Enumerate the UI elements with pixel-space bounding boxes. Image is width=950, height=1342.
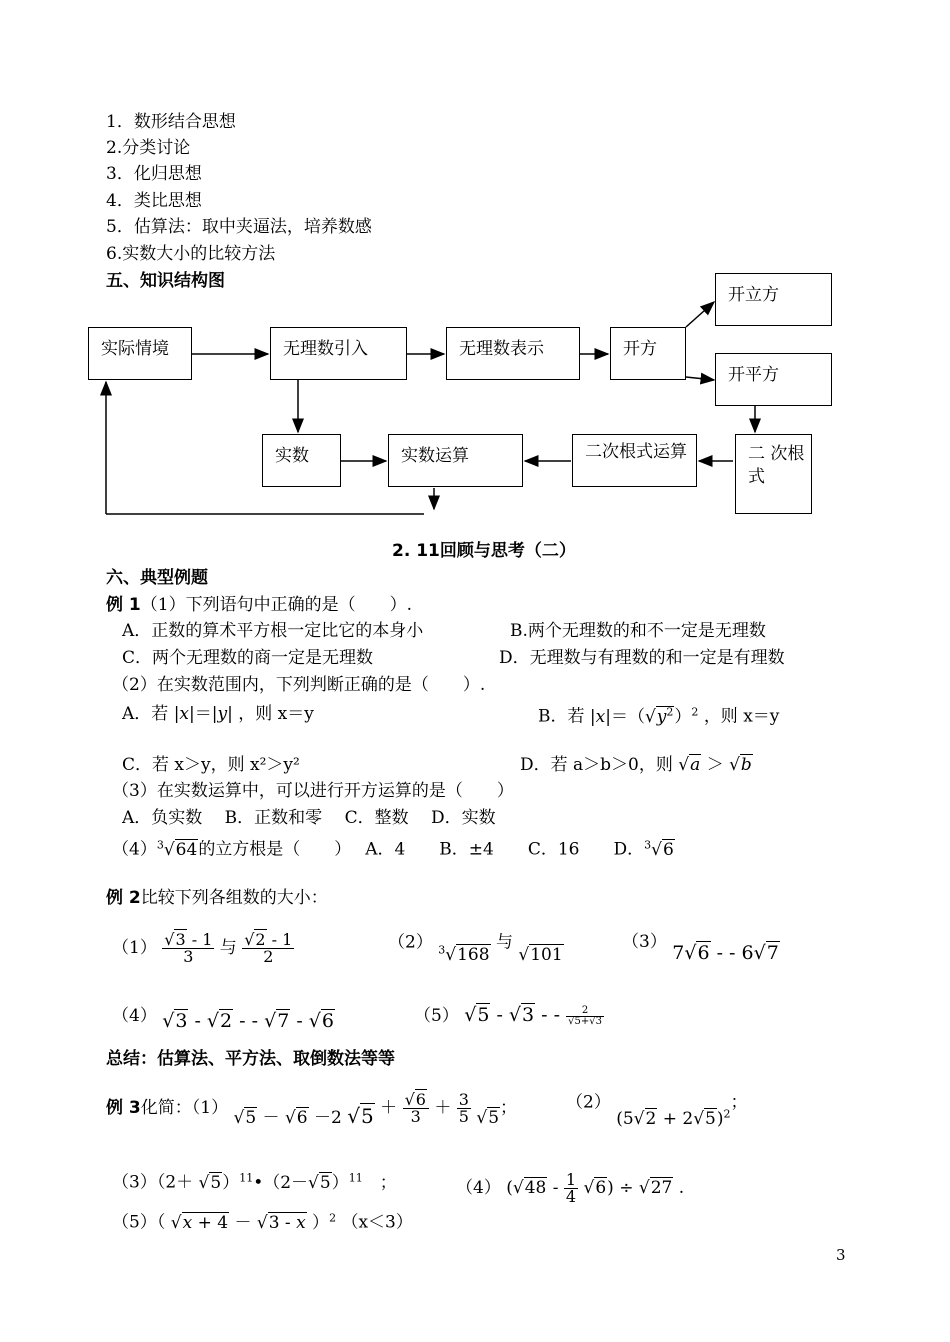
node-real-ops: 实数运算 xyxy=(388,434,523,487)
ex2-label: 例 2 xyxy=(106,888,141,908)
ex1-q1 xyxy=(106,597,412,614)
ex1-q1-a: A．正数的算术平方根一定比它的本身小 xyxy=(122,621,424,641)
ex2-p5: （5） √5 - √3 - - $\frac{2}{√5+√3}$ xyxy=(414,1004,602,1027)
node-irrational-repr: 无理数表示 xyxy=(446,327,580,380)
ex1-label: 例 1 xyxy=(106,595,141,615)
node-square-root: 开平方 xyxy=(715,353,832,406)
ex3-p2: （2） $(5√2 + 2√5)^2$； xyxy=(566,1092,748,1129)
ex1-q1-c: C．两个无理数的商一定是无理数 xyxy=(122,648,374,668)
ex1-q1-b: B.两个无理数的和不一定是无理数 xyxy=(510,621,766,641)
ex1-q3: （3）在实数运算中，可以进行开方运算的是（ ） xyxy=(112,781,514,801)
ex1-q2-c: C．若 x＞y，则 x²＞y² xyxy=(122,755,300,775)
ex2-text: 比较下列各组数的大小： xyxy=(140,888,328,908)
ex1-q2-a: A．若 |x|＝|y| ，则 x＝y xyxy=(122,704,314,724)
summary: 总结：估算法、平方法、取倒数法等等 xyxy=(106,1049,395,1069)
node-radical: 二 次根式 xyxy=(735,434,812,514)
ex1-q1-text: （1）下列语句中正确的是（ ）. xyxy=(140,595,412,615)
ex2-p2: （2） $^3$√168 与 √101 xyxy=(388,932,563,965)
ex3-text: 化简：（1） xyxy=(140,1098,229,1118)
ex3-label: 例 3 xyxy=(106,1098,141,1118)
method-4: 4．类比思想 xyxy=(106,191,202,211)
ex2-header xyxy=(106,890,328,907)
node-irrational-intro: 无理数引入 xyxy=(270,327,407,380)
node-real-situation: 实际情境 xyxy=(88,327,192,380)
ex2-p1: （1） $\frac{√3 - 1}{3}$ 与 $\frac{√2 - 1}{2}$ xyxy=(112,930,293,966)
ex1-q4: $(4)^3√64$的立方根是（ ） A．4 B．±4 C．16 D．$^3$√6 xyxy=(112,838,674,860)
ex1-q2-d: D．若 a＞b＞0，则 √a ＞ √b xyxy=(520,755,752,775)
section5-title: 五、知识结构图 xyxy=(106,271,225,291)
section6-title: 六、典型例题 xyxy=(106,568,208,588)
method-3: 3．化归思想 xyxy=(106,164,202,184)
method-2: 2.分类讨论 xyxy=(106,138,191,158)
ex2-p4: （4） √3 - √2 - - √7 - √6 xyxy=(112,1006,335,1032)
lesson-subtitle: 2. 11回顾与思考（二） xyxy=(392,541,576,561)
ex2-p3: （3） 7√6 - - 6√7 xyxy=(622,932,779,964)
ex1-q2-b: B．若 $|x|=(√y^2)^2$ ，则 x＝y xyxy=(538,705,780,727)
method-6: 6.实数大小的比较方法 xyxy=(106,244,276,264)
ex1-q1-d: D．无理数与有理数的和一定是有理数 xyxy=(499,648,785,668)
ex3-p1: 例 3化简：（1） √5 － √6 －2 √5 ＋ $\frac{√6}{3}$ ＋ $\frac{3}{5}$ √5； xyxy=(106,1090,518,1128)
ex1-q3-options: A．负实数 B．正数和零 C．整数 D．实数 xyxy=(122,808,496,828)
ex3-p3: $(3)(2+ √5)^{11}•(2-√5)^{11}$ ； xyxy=(112,1171,397,1193)
ex3-p4: （4） (√48 - $\frac{1}{4}$ √6) ÷ √27 . xyxy=(456,1170,685,1206)
node-root: 开方 xyxy=(610,327,686,380)
page-number: 3 xyxy=(836,1246,846,1264)
ex3-p5: （5）（ √x + 4 － √3 - x ）$^2$ （x＜3） xyxy=(112,1211,413,1233)
node-radical-ops: 二次根式运算 xyxy=(572,434,697,487)
method-5: 5．估算法：取中夹逼法，培养数感 xyxy=(106,217,372,237)
method-1: 1．数形结合思想 xyxy=(106,112,236,132)
ex1-q2: （2）在实数范围内，下列判断正确的是（ ）. xyxy=(112,675,486,695)
node-cube-root: 开立方 xyxy=(715,273,832,326)
node-real-number: 实数 xyxy=(262,434,341,487)
